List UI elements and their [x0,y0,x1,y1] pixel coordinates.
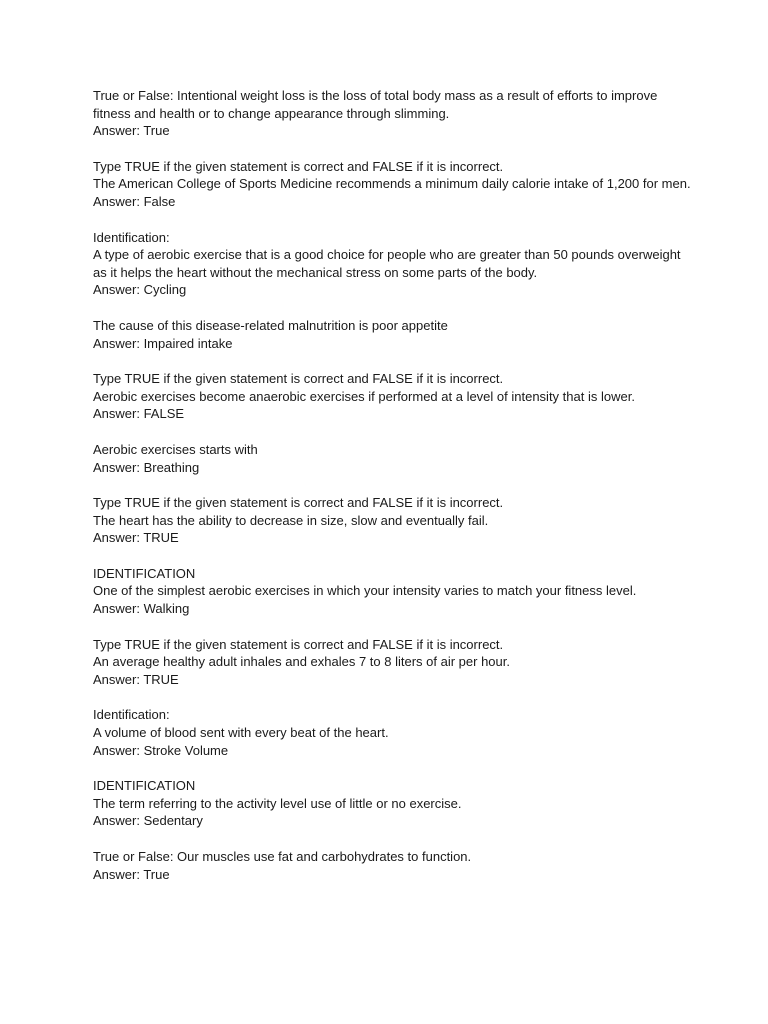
answer-text: Answer: True [93,123,170,139]
qa-item [93,87,693,140]
answer-text: Answer: Stroke Volume [93,742,229,758]
qa-item [93,706,693,759]
qa-item [93,777,693,830]
qa-item [93,370,693,423]
qa-item [93,229,693,299]
question-text: The cause of this disease-related malnutrition is poor appetite [93,317,448,333]
question-text: Aerobic exercises starts with [93,441,258,457]
question-text: One of the simplest aerobic exercises in which your intensity varies to match your fitness level. [93,583,637,599]
question-text: An average healthy adult inhales and exhales 7 to 8 liters of air per hour. [93,654,510,670]
answer-text: Answer: TRUE [93,530,179,546]
question-text: The term referring to the activity level use of little or no exercise. [93,795,462,811]
qa-item [93,158,693,211]
instruction-text: Type TRUE if the given statement is correct and FALSE if it is incorrect. [93,636,504,652]
qa-item [93,441,693,476]
answer-text: Answer: TRUE [93,671,179,687]
qa-item [93,848,693,883]
instruction-text: Identification: [93,707,170,723]
instruction-text: Type TRUE if the given statement is correct and FALSE if it is incorrect. [93,371,504,387]
instruction-text: Type TRUE if the given statement is correct and FALSE if it is incorrect. [93,495,504,511]
answer-text: Answer: False [93,193,176,209]
instruction-text: IDENTIFICATION [93,778,196,794]
qa-item [93,317,693,352]
instruction-text: Type TRUE if the given statement is correct and FALSE if it is incorrect. [93,158,504,174]
question-text: The heart has the ability to decrease in size, slow and eventually fail. [93,512,489,528]
answer-text: Answer: Impaired intake [93,335,233,351]
question-text: True or False: Our muscles use fat and carbohydrates to function. [93,849,472,864]
document-page [93,87,693,901]
answer-text: Answer: Cycling [93,282,187,298]
instruction-text: IDENTIFICATION [93,565,196,581]
question-text: A volume of blood sent with every beat of the heart. [93,725,389,741]
answer-text: Answer: FALSE [93,406,185,422]
answer-text: Answer: True [93,866,170,882]
answer-text: Answer: Sedentary [93,813,203,829]
question-text: True or False: Intentional weight loss is the loss of total body mass as a result of efforts to improve fitness and health or to change appearance through slimming. [93,88,658,121]
qa-item [93,636,693,689]
question-text: Aerobic exercises become anaerobic exercises if performed at a level of intensity that is lower. [93,388,635,404]
question-text: The American College of Sports Medicine recommends a minimum daily calorie intake of 1,200 for men. [93,176,691,192]
question-text: A type of aerobic exercise that is a good choice for people who are greater than 50 pounds overweight as it helps the heart without the mechanical stress on some parts of the body. [93,247,681,280]
qa-item [93,494,693,547]
instruction-text: Identification: [93,229,170,245]
answer-text: Answer: Walking [93,601,190,617]
answer-text: Answer: Breathing [93,459,200,475]
qa-item [93,565,693,618]
